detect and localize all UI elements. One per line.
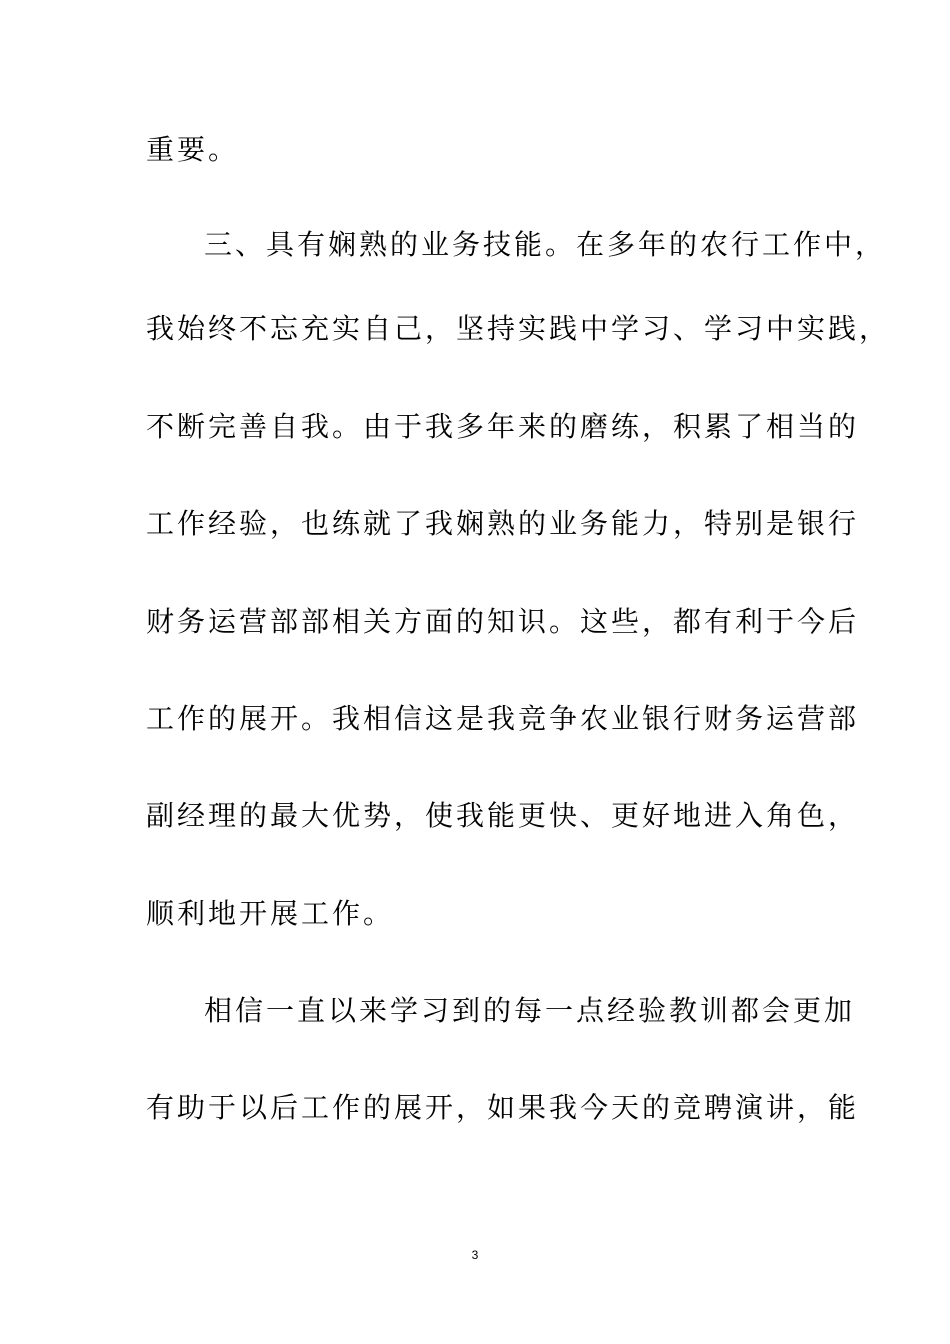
text-line: 工作经验，也练就了我娴熟的业务能力，特别是银行: [146, 507, 860, 540]
text-line: 工作的展开。我相信这是我竞争农业银行财务运营部: [146, 702, 860, 735]
text-line: 财务运营部部相关方面的知识。这些，都有利于今后: [146, 605, 860, 638]
text-line: 副经理的最大优势，使我能更快、更好地进入角色，: [146, 799, 860, 832]
text-line: 我始终不忘充实自己，坚持实践中学习、学习中实践，: [146, 312, 891, 345]
paragraph-heading-line: 三、具有娴熟的业务技能。在多年的农行工作中，: [204, 228, 887, 261]
text-line: 重要。: [146, 133, 240, 166]
text-line: 顺利地开展工作。: [146, 897, 395, 930]
paragraph-start-line: 相信一直以来学习到的每一点经验教训都会更加: [204, 994, 856, 1027]
page-number: 3: [471, 1248, 479, 1262]
text-line: 不断完善自我。由于我多年来的磨练，积累了相当的: [146, 410, 860, 443]
text-line: 有助于以后工作的展开，如果我今天的竞聘演讲，能: [146, 1091, 860, 1124]
